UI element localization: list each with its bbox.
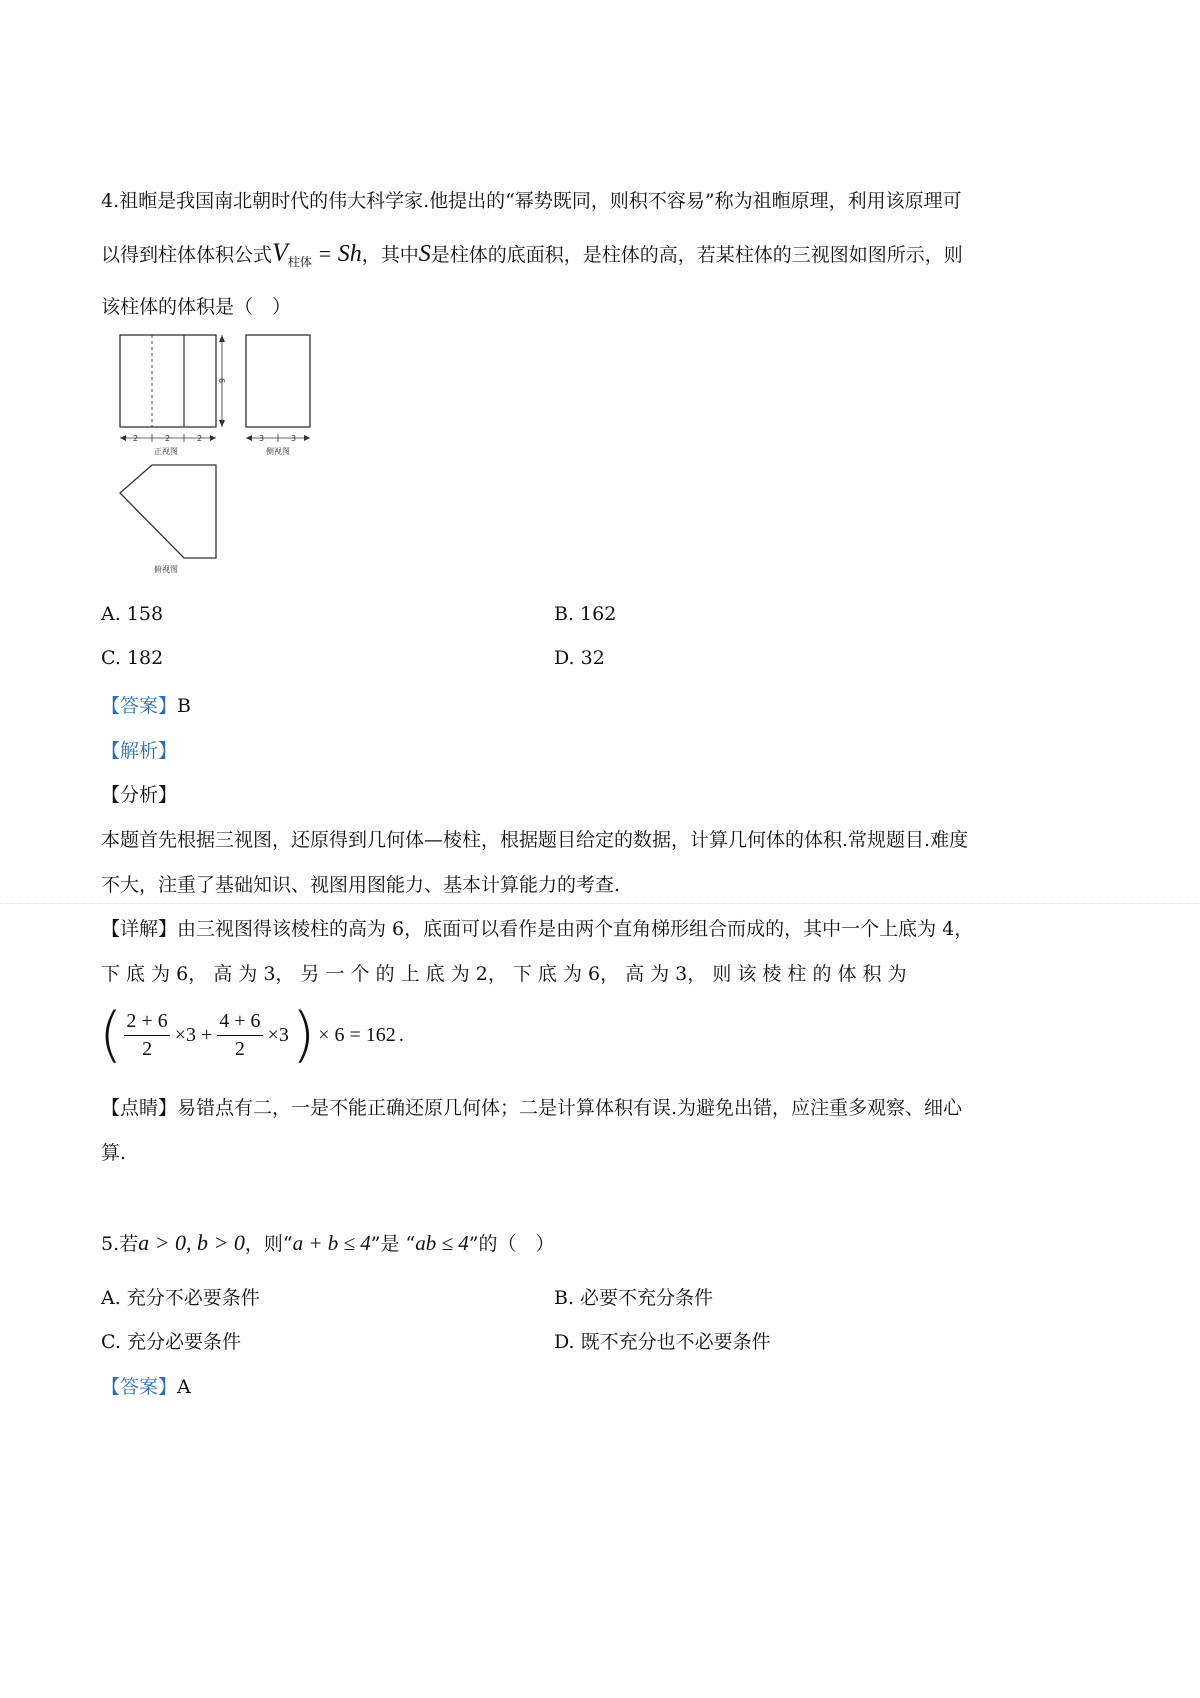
- top-view-label: 俯视图: [154, 565, 178, 574]
- q4-xiangjie-text1: 由三视图得该棱柱的高为 6，底面可以看作是由两个直角梯形组合而成的，其中一个上底为 4，: [177, 918, 974, 940]
- formula-right-paren: ): [291, 1000, 316, 1070]
- q4-stem-line3: 该柱体的体积是（ ）: [101, 296, 292, 318]
- q4-dianjing-line1: [101, 1093, 962, 1120]
- formula-tail: × 6 = 162: [318, 1023, 396, 1046]
- q4-answer-value: B: [177, 695, 191, 717]
- q5-option-c[interactable]: C. 充分必要条件: [101, 1331, 241, 1353]
- q5-answer: [101, 1372, 191, 1399]
- q4-xiangjie-line2: 下 底 为 6， 高 为 3， 另 一 个 的 上 底 为 2， 下 底 为 6， 高 为 3， 则 该 棱 柱 的 体 积 为: [101, 963, 907, 985]
- q4-stem-line2: [101, 238, 963, 270]
- q4-stem-line1: 4.祖暅是我国南北朝时代的伟大科学家.他提出的“幂势既同，则积不容易”称为祖暅原理，利用该原理可: [101, 190, 962, 212]
- formula-V-subscript: 柱体: [287, 255, 312, 269]
- q4-answer: [101, 691, 191, 718]
- q5-answer-label: 【答案】: [101, 1376, 178, 1398]
- dim-height-6: 6: [217, 378, 226, 384]
- q5-option-a[interactable]: A. 充分不必要条件: [101, 1287, 260, 1309]
- side-view-label: 侧视图: [266, 447, 290, 456]
- q4-dianjing-text1: 易错点有二，一是不能正确还原几何体；二是计算体积有误.为避免出错，应注重多观察、细心: [177, 1097, 963, 1119]
- q4-option-b[interactable]: B. 162: [554, 603, 617, 625]
- dim-front-2b: 2: [165, 434, 171, 443]
- q4-stem-line2-pre: 以得到柱体体积公式: [101, 244, 273, 266]
- q5-expression-2: ab ≤ 4: [415, 1231, 469, 1255]
- q4-stem-line2-mid: ，其中: [361, 244, 419, 266]
- q4-dianjing-label: 【点睛】: [101, 1097, 178, 1119]
- q4-xiangjie-line1: [101, 914, 973, 941]
- formula-S: S: [418, 241, 431, 267]
- side-view: [246, 335, 310, 456]
- volume-formula: [99, 1000, 404, 1070]
- formula-left-paren: (: [99, 1000, 123, 1070]
- q4-jiexi-label: 【解析】: [101, 740, 178, 762]
- q5-condition: a > 0, b > 0: [138, 1230, 245, 1255]
- fraction-1-numerator: 2 + 6: [124, 1010, 169, 1036]
- three-view-figure: [110, 330, 340, 580]
- fraction-1-denominator: 2: [142, 1037, 153, 1060]
- q4-fenxi-line1: 本题首先根据三视图，还原得到几何体—棱柱，根据题目给定的数据，计算几何体的体积.常规题目.难度: [101, 829, 969, 851]
- dim-front-2c: 2: [197, 434, 203, 443]
- q5-answer-value: A: [177, 1376, 191, 1398]
- formula-times3-plus: ×3 +: [174, 1023, 213, 1046]
- formula-eq: =: [311, 241, 338, 266]
- formula-period: .: [398, 1023, 404, 1046]
- q5-stem-post: ”的（ ）: [468, 1233, 555, 1255]
- formula-times3: ×3: [267, 1023, 289, 1046]
- page-divider: [0, 903, 1200, 904]
- q5-option-d[interactable]: D. 既不充分也不必要条件: [554, 1331, 771, 1353]
- dim-side-3a: 3: [259, 434, 265, 443]
- fraction-1: [124, 1010, 169, 1061]
- q4-option-c[interactable]: C. 182: [101, 647, 164, 669]
- q5-stem: [101, 1229, 554, 1256]
- q5-stem-pre: 5.若: [101, 1233, 139, 1255]
- dim-front-2a: 2: [133, 434, 139, 443]
- front-view-label: 正视图: [154, 447, 178, 456]
- formula-Sh: Sh: [337, 241, 362, 267]
- q4-dianjing-line2: 算.: [101, 1142, 127, 1164]
- dim-side-3b: 3: [291, 434, 297, 443]
- front-view: [120, 335, 226, 456]
- q4-fenxi-label: 【分析】: [101, 784, 178, 806]
- q4-fenxi-line2: 不大，注重了基础知识、视图用图能力、基本计算能力的考查.: [101, 874, 621, 896]
- q4-option-d[interactable]: D. 32: [554, 647, 605, 669]
- top-view: [120, 465, 216, 574]
- q5-stem-mid2: ”是 “: [370, 1233, 416, 1255]
- q4-xiangjie-label: 【详解】: [101, 918, 178, 940]
- fraction-2-denominator: 2: [234, 1037, 245, 1060]
- fraction-2-numerator: 4 + 6: [217, 1010, 262, 1036]
- formula-V: V: [272, 238, 288, 267]
- q4-answer-label: 【答案】: [101, 695, 178, 717]
- q5-option-b[interactable]: B. 必要不充分条件: [554, 1287, 714, 1309]
- fraction-2: [217, 1010, 262, 1061]
- q5-stem-mid1: ，则“: [244, 1233, 293, 1255]
- q4-option-a[interactable]: A. 158: [101, 603, 164, 625]
- q5-expression-1: a + b ≤ 4: [292, 1231, 371, 1255]
- q4-stem-line2-post: 是柱体的底面积，是柱体的高，若某柱体的三视图如图所示，则: [430, 244, 963, 266]
